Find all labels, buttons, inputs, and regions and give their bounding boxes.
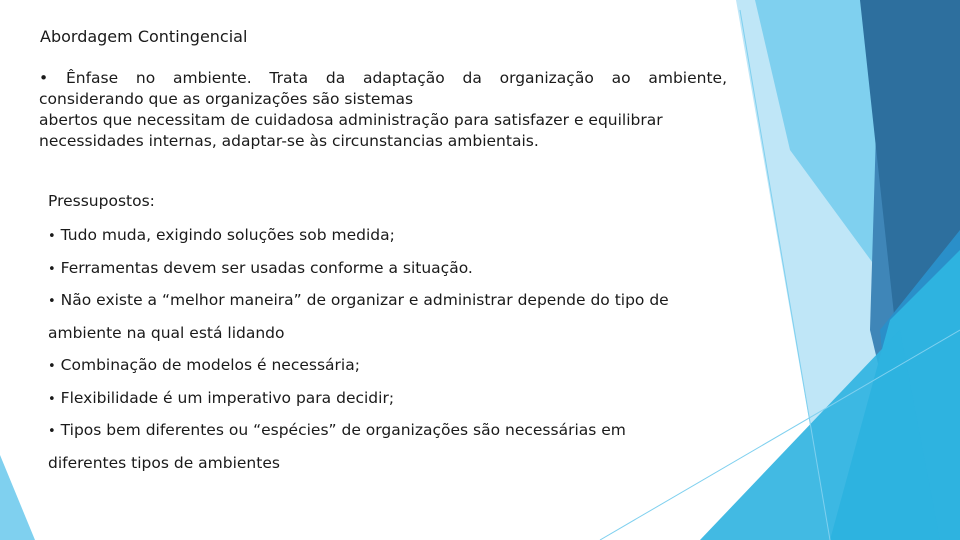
bullet-dot: • [48,261,56,277]
bullet-dot: • [48,294,56,309]
bullet-dot: • [48,359,56,374]
bullet-dot: • [48,391,56,407]
intro-paragraph [39,68,727,152]
pressupostos-label: Pressupostos: [48,192,155,210]
list-item-continuation: diferentes tipos de ambientes [48,453,280,472]
intro-line-3: abertos que necessitam de cuidadosa administração para satisfazer e equilibrar [39,111,663,129]
corner-triangle [0,455,35,540]
intro-bullet: • [39,69,49,87]
intro-line-1: • Ênfase no ambiente. Trata da adaptação da organização ao ambiente, [39,69,727,87]
list-item: • Tipos bem diferentes ou “espécies” de organizações são necessárias em [48,421,626,439]
list-item: • Combinação de modelos é necessária; [48,356,360,374]
list-item: • Tudo muda, exigindo soluções sob medida; [48,226,395,244]
list-item: • Ferramentas devem ser usadas conforme a situação. [48,258,473,277]
pressupostos-list [48,224,768,484]
list-item-continuation: ambiente na qual está lidando [48,323,285,342]
slide-title: Abordagem Contingencial [40,27,248,46]
bullet-dot: • [48,424,56,439]
intro-line-4: necessidades internas, adaptar-se às circunstancias ambientais. [39,132,539,150]
list-item: • Flexibilidade é um imperativo para decidir; [48,388,395,407]
list-item: • Não existe a “melhor maneira” de organizar e administrar depende do tipo de [48,291,669,309]
intro-line-2: considerando que as organizações são sistemas [39,90,414,108]
bullet-dot: • [48,229,56,244]
